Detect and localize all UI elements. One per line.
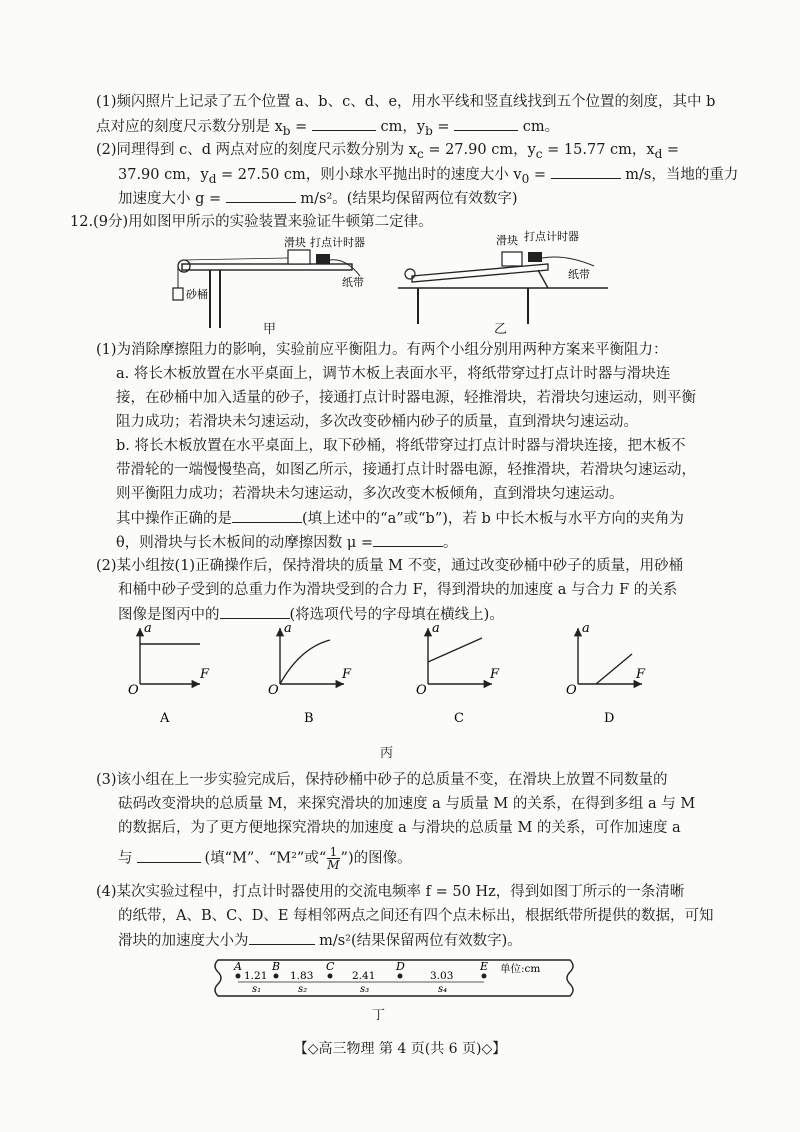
label-tape-jia: 纸带 bbox=[342, 276, 364, 289]
tape-seg-s1: s₁ bbox=[252, 984, 262, 995]
answer-blank-acceleration[interactable] bbox=[249, 930, 315, 945]
tape-seg-s4: s₄ bbox=[438, 984, 448, 995]
label-timer-yi: 打点计时器 bbox=[524, 230, 579, 243]
label-slider-jia: 滑块 bbox=[284, 236, 306, 249]
q12-p1-line9: θ，则滑块与长木板间的动摩擦因数 μ = 。 bbox=[116, 532, 458, 553]
svg-text:F: F bbox=[200, 667, 210, 682]
q11-p2-line3: 加速度大小 g = m/s²。(结果均保留两位有效数字) bbox=[118, 188, 518, 209]
svg-text:F: F bbox=[342, 667, 352, 682]
caption-yi: 乙 bbox=[494, 322, 508, 337]
tape-point-a: A bbox=[234, 960, 242, 973]
caption-bing: 丙 bbox=[380, 746, 394, 761]
q12-p2-line3: 图像是图丙中的 (将选项代号的字母填在横线上)。 bbox=[118, 604, 504, 625]
graph-options-bing bbox=[120, 620, 660, 730]
svg-text:F: F bbox=[636, 667, 646, 682]
answer-blank-abscissa[interactable] bbox=[137, 848, 201, 863]
svg-text:a: a bbox=[432, 621, 440, 636]
svg-text:a: a bbox=[582, 621, 590, 636]
q12-p3-line1: (3)该小组在上一步实验完成后，保持砂桶中砂子的总质量不变，在滑块上放置不同数量的 bbox=[96, 772, 668, 788]
tape-value-2: 1.83 bbox=[290, 970, 314, 982]
figure-ding-paper-tape bbox=[208, 956, 580, 1012]
q12-p2-line2: 和桶中砂子受到的总重力作为滑块受到的合力 F，得到滑块的加速度 a 与合力 F 的关系 bbox=[118, 582, 678, 598]
tape-point-b: B bbox=[272, 960, 281, 973]
q12-p1-line8: 其中操作正确的是 (填上述中的“a”或“b”)，若 b 中长木板与水平方向的夹角为 bbox=[116, 508, 684, 529]
graph-option-d[interactable] bbox=[566, 621, 646, 726]
svg-text:O: O bbox=[566, 683, 577, 698]
tape-seg-s3: s₃ bbox=[360, 984, 370, 995]
label-timer-jia: 打点计时器 bbox=[310, 236, 365, 249]
graph-label-b: B bbox=[304, 711, 314, 726]
q12-p3-line3: 的数据后，为了更方便地探究滑块的加速度 a 与滑块的总质量 M 的关系，可作加速度 a bbox=[118, 820, 681, 836]
q12-p4-line1: (4)某次实验过程中，打点计时器使用的交流电频率 f = 50 Hz，得到如图丁所示的一条清晰 bbox=[96, 884, 685, 900]
answer-blank-mu[interactable] bbox=[373, 532, 443, 547]
tape-point-c: C bbox=[326, 960, 335, 973]
page-footer: 【◇高三物理 第 4 页(共 6 页)◇】 bbox=[293, 1041, 507, 1057]
q12-p4-line3: 滑块的加速度大小为 m/s²(结果保留两位有效数字)。 bbox=[118, 930, 522, 951]
caption-jia: 甲 bbox=[263, 322, 277, 337]
tape-unit: 单位:cm bbox=[500, 963, 541, 975]
q12-p1-line1: (1)为消除摩擦阻力的影响，实验前应平衡阻力。有两个小组分别用两种方案来平衡阻力： bbox=[96, 342, 668, 358]
svg-text:O: O bbox=[128, 683, 139, 698]
graph-option-b[interactable] bbox=[268, 621, 352, 726]
graph-label-c: C bbox=[454, 711, 464, 726]
q12-p1-line6: 带滑轮的一端慢慢垫高，如图乙所示，接通打点计时器电源，轻推滑块，若滑块匀速运动， bbox=[116, 462, 696, 478]
q11-p1-line1: (1)频闪照片上记录了五个位置 a、b、c、d、e，用水平线和竖直线找到五个位置的刻度，其中 b bbox=[96, 94, 716, 110]
graph-option-c[interactable] bbox=[416, 621, 500, 726]
graph-label-a: A bbox=[160, 711, 170, 726]
svg-text:a: a bbox=[144, 621, 152, 636]
tape-point-d: D bbox=[396, 960, 405, 973]
answer-blank-g[interactable] bbox=[226, 188, 296, 203]
label-slider-yi: 滑块 bbox=[496, 234, 518, 247]
answer-blank-graph[interactable] bbox=[220, 604, 290, 619]
q12-p1-line3: 接，在砂桶中加入适量的砂子，接通打点计时器电源，轻推滑块，若滑块匀速运动，则平衡 bbox=[116, 390, 696, 406]
q11-p2-line1: (2)同理得到 c、d 两点对应的刻度尺示数分别为 $x_c = 27.90$ cm，$y_c = 15.77$ cm，$x_d$ = bbox=[96, 142, 680, 161]
label-tape-yi: 纸带 bbox=[568, 268, 590, 281]
svg-text:O: O bbox=[268, 683, 279, 698]
graph-option-a[interactable] bbox=[128, 621, 210, 726]
q11-p2-line2: 37.90 cm，$y_d = 27.50$ cm，则小球水平抛出时的速度大小 $v_0 = m/s$，当地的重力 bbox=[118, 164, 738, 189]
q12-p1-line5: b. 将长木板放置在水平桌面上，取下砂桶，将纸带穿过打点计时器与滑块连接，把木板不 bbox=[116, 438, 686, 454]
q12-p3-line4: 与 (填“M”、“M²”或“ $\frac{1}{M}$ ”)的图像。 bbox=[118, 845, 412, 872]
q12-p1-line7: 则平衡阻力成功；若滑块未匀速运动，多次改变木板倾角，直到滑块匀速运动。 bbox=[116, 486, 624, 502]
svg-text:F: F bbox=[490, 667, 500, 682]
answer-blank-yb[interactable] bbox=[454, 116, 518, 131]
fraction-one-over-m: $\frac{1}{M}$ bbox=[327, 845, 340, 872]
tape-seg-s2: s₂ bbox=[298, 984, 308, 995]
answer-blank-correct-method[interactable] bbox=[232, 508, 302, 523]
svg-text:O: O bbox=[416, 683, 427, 698]
q11-p1-line2: 点对应的刻度尺示数分别是 $x_b$ = cm，$y_b$ = cm。 bbox=[96, 116, 559, 141]
tape-value-1: 1.21 bbox=[244, 970, 268, 982]
q12-p1-line2: a. 将长木板放置在水平桌面上，调节木板上表面水平，将纸带穿过打点计时器与滑块连 bbox=[116, 366, 671, 382]
q12-p1-line4: 阻力成功；若滑块未匀速运动，多次改变砂桶内砂子的质量，直到滑块匀速运动。 bbox=[116, 414, 638, 430]
q12-p2-line1: (2)某小组按(1)正确操作后，保持滑块的质量 M 不变，通过改变砂桶中砂子的质量，用砂桶 bbox=[96, 558, 684, 574]
label-bucket-jia: 砂桶 bbox=[186, 288, 208, 301]
q12-p3-line2: 砝码改变滑块的总质量 M，来探究滑块的加速度 a 与质量 M 的关系，在得到多组 a 与 M bbox=[118, 796, 696, 812]
graph-label-d: D bbox=[604, 711, 615, 726]
tape-value-3: 2.41 bbox=[352, 970, 376, 982]
answer-blank-v0[interactable] bbox=[551, 164, 621, 179]
tape-point-e: E bbox=[480, 960, 489, 973]
caption-ding: 丁 bbox=[372, 1008, 386, 1023]
tape-value-4: 3.03 bbox=[430, 970, 454, 982]
q12-title: 12.(9分)用如图甲所示的实验装置来验证牛顿第二定律。 bbox=[70, 214, 433, 230]
q12-p4-line2: 的纸带，A、B、C、D、E 每相邻两点之间还有四个点未标出，根据纸带所提供的数据，可知 bbox=[118, 908, 714, 924]
figure-yi-apparatus bbox=[398, 228, 608, 326]
answer-blank-xb[interactable] bbox=[312, 116, 376, 131]
svg-text:a: a bbox=[284, 621, 292, 636]
